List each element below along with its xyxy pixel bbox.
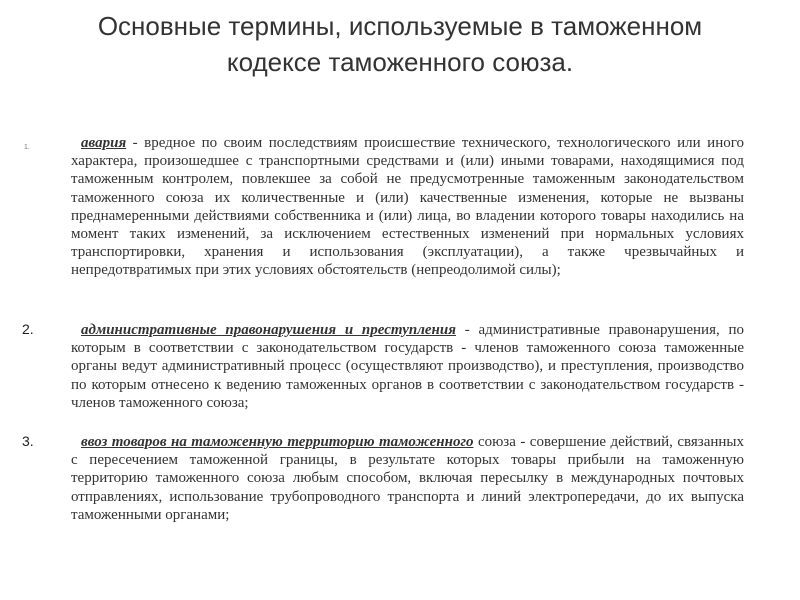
term-definition: - административные правонарушения, по которым в соответствии с законодательством государств - членов таможенного союза таможенные органы ведут административный процесс (осуществляют производство), и преступления, производство по которым отнесено к ведению таможенных органов в соответствии с законодательством государств - членов таможенного союза; xyxy=(71,322,744,411)
title-line-1: Основные термины, используемые в таможенном xyxy=(97,11,703,41)
title-line-2: кодексе таможенного союза. xyxy=(226,47,574,77)
term-paragraph xyxy=(71,134,744,280)
term-keyword: административные правонарушения и преступления xyxy=(81,322,456,338)
term-number: 3. xyxy=(22,433,34,449)
term-number: 2. xyxy=(22,321,34,337)
term-definition: - совершение действий, связанных с пересечением таможенной границы, в результате которых товары прибыли на таможенную территорию таможенного союза любым способом, включая пересылку в международных почтовых отправлениях, использование трубопроводного транспорта и линий электропередачи, до их выпуска таможенными органами; xyxy=(71,434,744,523)
term-paragraph xyxy=(71,321,744,412)
term-definition: - вредное по своим последствиям происшествие технического, технологического или иного характера, произошедшее с транспортными средствами и (или) иными товарами, находящимися под таможенным контролем, повлекшее за собой не предусмотренные таможенным законодательством таможенного союза их количественные и (или) качественные изменения, которые не вызваны преднамеренными действиями собственника и (или) лица, во владении которого товары находились на момент таких изменений, за исключением естественных изменений при нормальных условиях транспортировки, хранения и использования (эксплуатации), а также чрезвычайных и непредотвратимых при этих условиях обстоятельств (непреодолимой силы); xyxy=(71,135,744,279)
term-keyword: ввоз товаров на таможенную территорию таможенного xyxy=(81,434,474,450)
term-keyword: авария xyxy=(81,135,127,151)
page-title xyxy=(0,8,800,80)
term-number: 1. xyxy=(24,144,30,151)
term-keyword-tail: союза xyxy=(473,434,516,450)
term-paragraph xyxy=(71,433,744,524)
